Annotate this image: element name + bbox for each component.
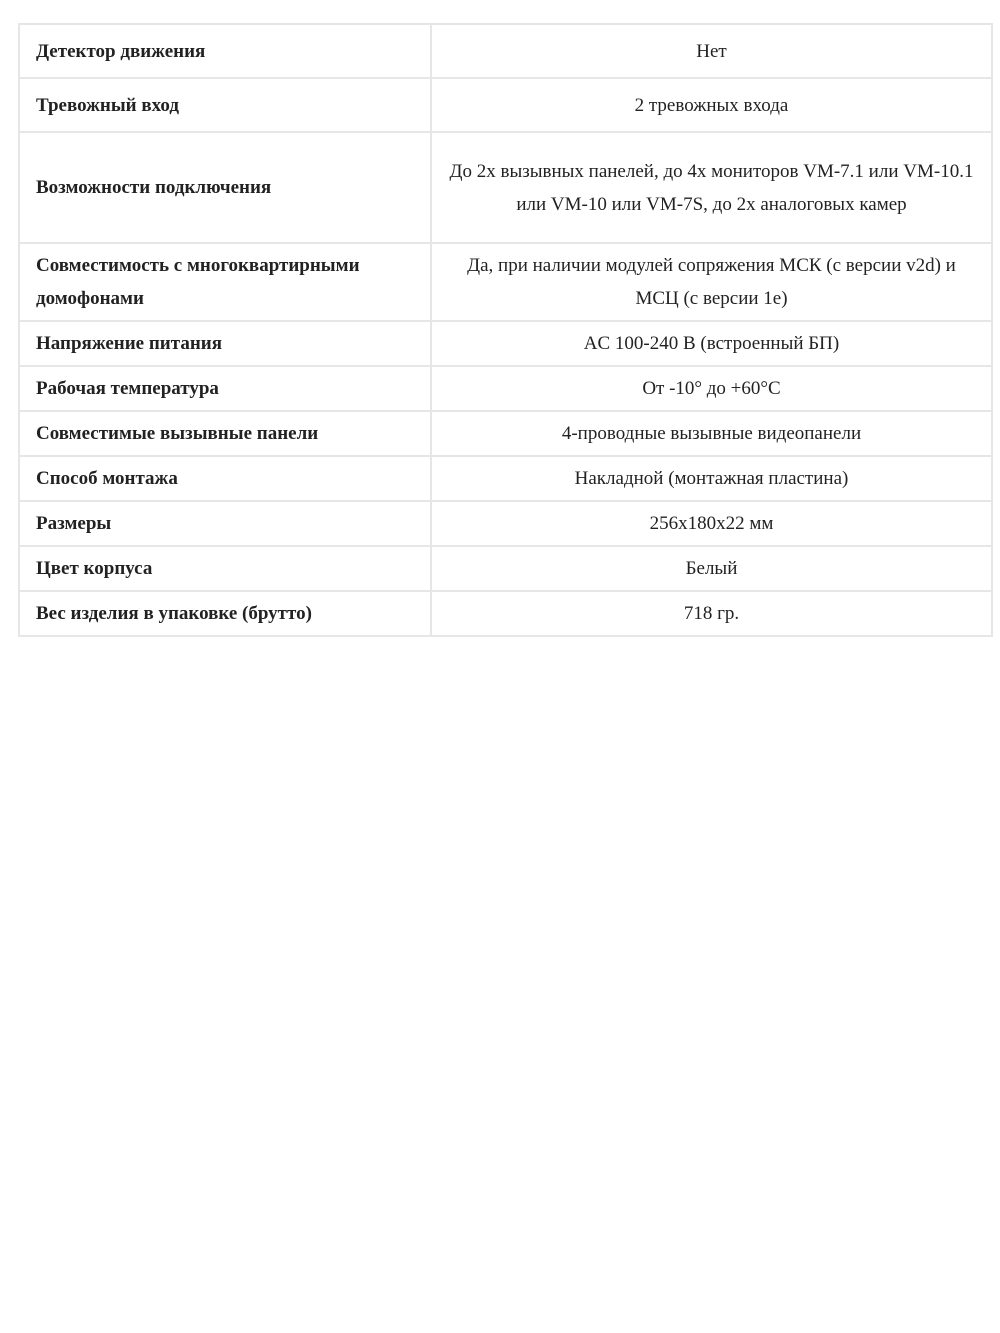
spec-label-compatible-panels: Совместимые вызывные панели [19, 411, 431, 456]
spec-label-operating-temperature: Рабочая температура [19, 366, 431, 411]
spec-label-motion-detector: Детектор движения [19, 24, 431, 78]
table-row [19, 243, 992, 321]
spec-label-intercom-compatibility: Совместимость с многоквартирными домофонами [19, 243, 431, 321]
spec-value-mounting-method: Накладной (монтажная пластина) [431, 456, 992, 501]
spec-value-alarm-input: 2 тревожных входа [431, 78, 992, 132]
spec-value-connection-options: До 2х вызывных панелей, до 4х мониторов VM-7.1 или VM-10.1 или VM-10 или VM-7S, до 2х аналоговых камер [431, 132, 992, 243]
spec-label-connection-options: Возможности подключения [19, 132, 431, 243]
spec-value-dimensions: 256x180x22 мм [431, 501, 992, 546]
spec-label-power-voltage: Напряжение питания [19, 321, 431, 366]
specifications-table [18, 23, 993, 637]
table-row [19, 501, 992, 546]
table-row [19, 321, 992, 366]
spec-value-intercom-compatibility: Да, при наличии модулей сопряжения МСК (с версии v2d) и МСЦ (с версии 1e) [431, 243, 992, 321]
table-row [19, 132, 992, 243]
table-row [19, 591, 992, 636]
spec-label-dimensions: Размеры [19, 501, 431, 546]
spec-label-body-color: Цвет корпуса [19, 546, 431, 591]
spec-value-power-voltage: AC 100-240 В (встроенный БП) [431, 321, 992, 366]
table-row [19, 24, 992, 78]
spec-value-body-color: Белый [431, 546, 992, 591]
spec-value-operating-temperature: От -10° до +60°С [431, 366, 992, 411]
table-row [19, 411, 992, 456]
table-row [19, 366, 992, 411]
spec-label-gross-weight: Вес изделия в упаковке (брутто) [19, 591, 431, 636]
spec-label-mounting-method: Способ монтажа [19, 456, 431, 501]
table-row [19, 546, 992, 591]
spec-value-motion-detector: Нет [431, 24, 992, 78]
spec-label-alarm-input: Тревожный вход [19, 78, 431, 132]
table-row [19, 78, 992, 132]
spec-value-compatible-panels: 4-проводные вызывные видеопанели [431, 411, 992, 456]
table-row [19, 456, 992, 501]
spec-value-gross-weight: 718 гр. [431, 591, 992, 636]
